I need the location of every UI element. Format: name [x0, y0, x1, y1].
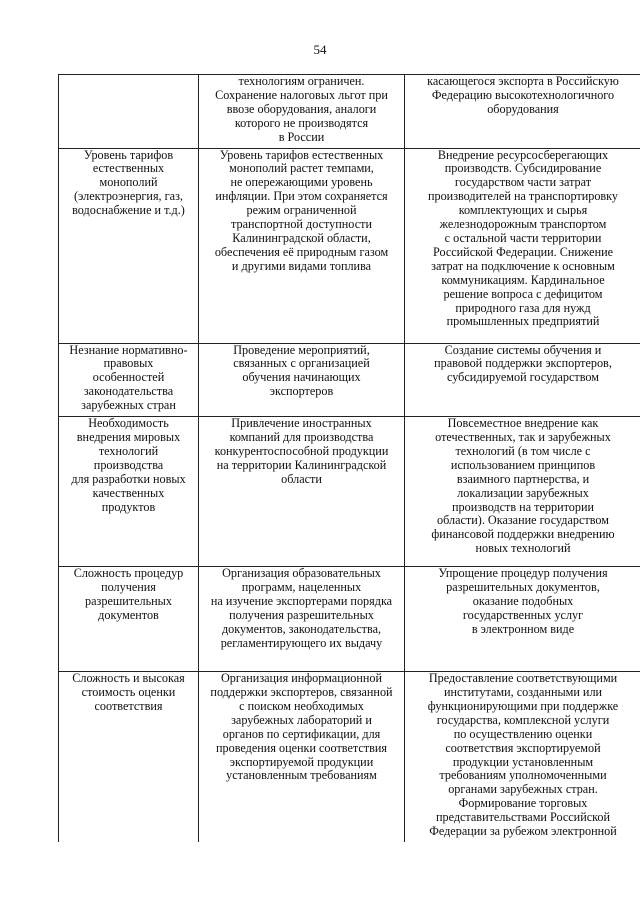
problem-cell: Незнание нормативно- правовых особенностей законодательства зарубежных стран — [59, 343, 199, 417]
problem-cell: Сложность и высокая стоимость оценки соответствия — [59, 672, 199, 842]
measure-cell: Уровень тарифов естественных монополий растет темпами, не опережающими уровень инфляции. При этом сохраняется режим ограниченной транспортной доступности Калининградской области, обеспечения её природным газом и другими видами топлива — [199, 148, 405, 343]
solution-cell: Упрощение процедур получения разрешительных документов, оказание подобных государственных услуг в электронном виде — [405, 567, 640, 672]
measures-table — [58, 74, 640, 842]
problem-cell — [59, 75, 199, 149]
measure-cell: технологиям ограничен. Сохранение налоговых льгот при ввозе оборудования, аналоги которого не производятся в России — [199, 75, 405, 149]
page-number: 54 — [313, 42, 327, 57]
measure-cell: Проведение мероприятий, связанных с организацией обучения начинающих экспортеров — [199, 343, 405, 417]
table-row — [59, 75, 640, 149]
table-row — [59, 672, 640, 842]
problem-cell: Уровень тарифов естественных монополий (электроэнергия, газ, водоснабжение и т.д.) — [59, 148, 199, 343]
table-row — [59, 567, 640, 672]
problem-cell: Сложность процедур получения разрешительных документов — [59, 567, 199, 672]
table-row — [59, 417, 640, 567]
problem-cell: Необходимость внедрения мировых технологий производства для разработки новых качественных продуктов — [59, 417, 199, 567]
solution-cell: Внедрение ресурсосберегающих производств. Субсидирование государством части затрат производителей на транспортировку комплектующих и сырья железнодорожным транспортом с остальной части территории Российской Федерации. Снижение затрат на подключение к основным коммуникациям. Кардинальное решение вопроса с дефицитом природного газа для нужд промышленных предприятий — [405, 148, 640, 343]
solution-cell: Создание системы обучения и правовой поддержки экспортеров, субсидируемой государством — [405, 343, 640, 417]
measure-cell: Организация образовательных программ, нацеленных на изучение экспортерами порядка получения разрешительных документов, законодательства, регламентирующего их выдачу — [199, 567, 405, 672]
table-row — [59, 148, 640, 343]
measure-cell: Привлечение иностранных компаний для производства конкурентоспособной продукции на территории Калининградской области — [199, 417, 405, 567]
solution-cell: Предоставление соответствующими институтами, созданными или функционирующими при поддержке государства, комплексной услуги по осуществлению оценки соответствия экспортируемой продукции установленным требованиям уполномоченными органами зарубежных стран. Формирование торговых представительствами Российской Федерации за рубежом электронной — [405, 672, 640, 842]
table-row — [59, 343, 640, 417]
solution-cell: Повсеместное внедрение как отечественных, так и зарубежных технологий (в том числе с использованием принципов взаимного партнерства, и локализации зарубежных производств на территории области). Оказание государством финансовой поддержки внедрению новых технологий — [405, 417, 640, 567]
solution-cell: касающегося экспорта в Российскую Федерацию высокотехнологичного оборудования — [405, 75, 640, 149]
measure-cell: Организация информационной поддержки экспортеров, связанной с поиском необходимых зарубежных лабораторий и органов по сертификации, для проведения оценки соответствия экспортируемой продукции установленным требованиям — [199, 672, 405, 842]
